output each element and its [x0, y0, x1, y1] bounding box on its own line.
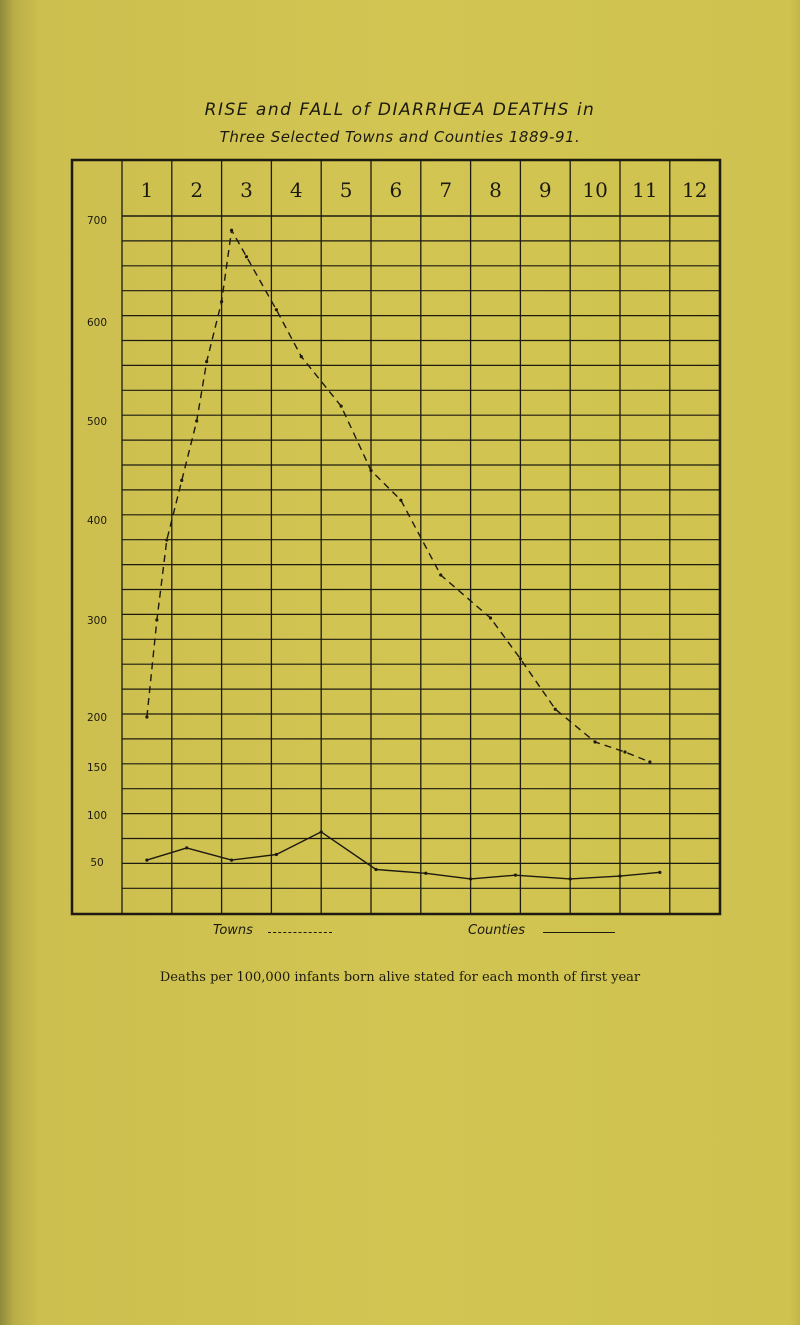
- month-label: 5: [339, 178, 353, 202]
- chart-frame: [72, 160, 720, 914]
- chart-series: [145, 229, 661, 881]
- series-counties-point: [320, 830, 323, 833]
- month-label: 6: [389, 178, 403, 202]
- series-counties-point: [469, 877, 472, 880]
- series-towns-line: [147, 230, 650, 762]
- series-towns-point: [155, 618, 158, 621]
- series-counties-point: [230, 859, 233, 862]
- series-towns-point: [340, 405, 343, 408]
- series-towns-point: [554, 708, 557, 711]
- month-label: 10: [582, 178, 608, 202]
- series-towns-point: [165, 538, 168, 541]
- series-towns-point: [220, 300, 223, 303]
- series-towns-point: [300, 355, 303, 358]
- y-tick-label: 300: [86, 615, 108, 627]
- series-counties-point: [658, 871, 661, 874]
- month-label: 2: [190, 178, 204, 202]
- series-towns-point: [439, 573, 442, 576]
- y-tick-label: 150: [86, 762, 108, 774]
- series-towns-point: [489, 616, 492, 619]
- series-counties-point: [374, 868, 377, 871]
- month-label: 4: [289, 178, 303, 202]
- series-towns-point: [230, 229, 233, 232]
- month-label: 7: [439, 178, 453, 202]
- series-counties-point: [618, 875, 621, 878]
- series-counties-point: [569, 877, 572, 880]
- month-label: 9: [538, 178, 552, 202]
- legend-counties-label: Counties: [468, 923, 525, 938]
- month-label: 12: [681, 178, 708, 202]
- series-counties-point: [424, 872, 427, 875]
- month-label: 3: [240, 178, 253, 202]
- series-towns-point: [180, 479, 183, 482]
- series-towns-point: [245, 255, 248, 258]
- chart-labels: [87, 178, 707, 869]
- series-towns-point: [594, 740, 597, 743]
- y-tick-label: 100: [86, 810, 108, 822]
- legend-towns-line: [268, 932, 332, 933]
- legend-counties-line: [543, 932, 615, 933]
- chart-subtitle: Three Selected Towns and Counties 1889-91.: [219, 128, 581, 146]
- chart-caption: Deaths per 100,000 infants born alive stated for each month of first year: [159, 970, 641, 985]
- y-tick-label: 600: [86, 317, 108, 329]
- series-towns-point: [623, 750, 626, 753]
- month-label: 1: [140, 178, 154, 202]
- series-towns-point: [648, 760, 651, 763]
- series-towns-point: [195, 419, 198, 422]
- series-towns-point: [519, 657, 522, 660]
- chart-title: RISE and FALL of DIARRHŒA DEATHS in: [204, 100, 596, 120]
- y-tick-label: 500: [86, 416, 108, 428]
- legend-towns-label: Towns: [213, 923, 253, 938]
- series-counties-point: [514, 874, 517, 877]
- y-tick-label: 700: [86, 215, 108, 227]
- month-label: 11: [632, 178, 658, 202]
- series-towns-point: [369, 469, 372, 472]
- y-tick-label: 200: [86, 712, 108, 724]
- y-tick-label: 50: [90, 857, 104, 869]
- month-label: 8: [489, 178, 502, 202]
- y-tick-label: 400: [86, 515, 108, 527]
- series-counties-point: [185, 846, 188, 849]
- series-counties-point: [145, 859, 148, 862]
- series-towns-point: [275, 308, 278, 311]
- series-counties-point: [275, 853, 278, 856]
- series-towns-point: [205, 360, 208, 363]
- series-towns-point: [399, 499, 402, 502]
- series-towns-point: [145, 715, 148, 718]
- chart-grid: [72, 160, 720, 914]
